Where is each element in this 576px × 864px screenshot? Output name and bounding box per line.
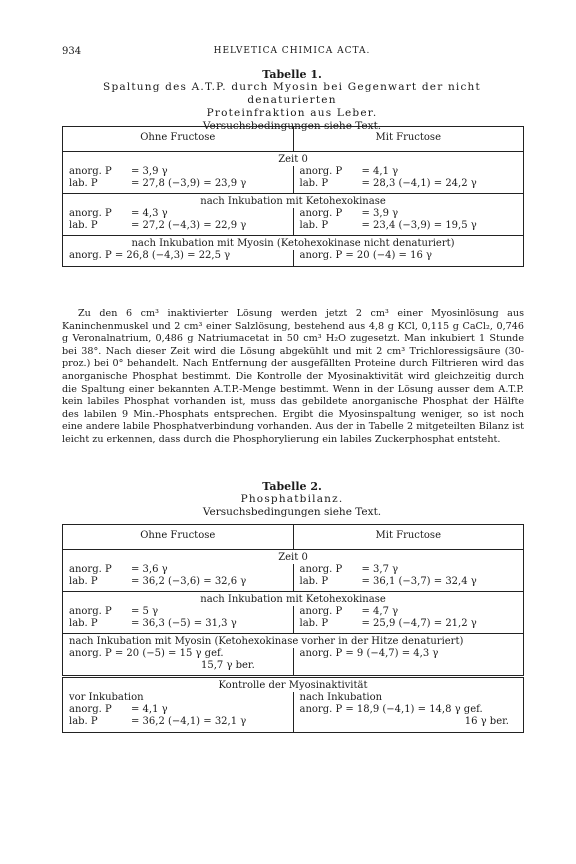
value: = 4,7 γ	[361, 606, 399, 617]
label: anorg. P	[299, 564, 343, 575]
table1-s1-left	[63, 166, 294, 194]
value: = 36,1 (−3,7) = 32,4 γ	[361, 576, 477, 587]
table2-col-left: Ohne Fructose	[63, 525, 294, 550]
table2-s4-right	[293, 692, 524, 733]
table1-s2-right	[293, 208, 524, 236]
value: 15,7 γ ber.	[201, 660, 255, 671]
table2-s3-left	[63, 648, 294, 677]
table1-s2-left	[63, 208, 294, 236]
value: = 4,3 γ	[131, 208, 168, 219]
table2-section-4: Kontrolle der Myosinaktivität	[218, 680, 368, 691]
table2-section-3: nach Inkubation mit Myosin (Ketohexokinase vorher in der Hitze denaturiert)	[69, 636, 464, 647]
label: anorg. P	[69, 704, 112, 715]
value: nach Inkubation	[299, 692, 383, 703]
value: = 27,8 (−3,9) = 23,9 γ	[131, 178, 247, 189]
value: = 36,2 (−3,6) = 32,6 γ	[131, 576, 247, 587]
table1-section-3: nach Inkubation mit Myosin (Ketohexokinase nicht denaturiert)	[131, 238, 455, 249]
table1-section-2: nach Inkubation mit Ketohexokinase	[200, 196, 386, 207]
table2-s1-left	[63, 564, 294, 592]
table1-caption	[62, 68, 522, 133]
label: lab. P	[299, 576, 329, 587]
table2-s4-left	[63, 692, 294, 733]
label: anorg. P	[69, 166, 112, 177]
value: = 4,1 γ	[131, 704, 168, 715]
table1-subtitle-1: Spaltung des A.T.P. durch Myosin bei Gegenwart der nicht denaturierten	[103, 81, 481, 106]
value: anorg. P = 20 (−5) = 15 γ gef.	[69, 648, 224, 659]
value: = 3,9 γ	[361, 208, 399, 219]
table2-col-right: Mit Fructose	[293, 525, 524, 550]
body-text: Zu den 6 cm³ inaktivierter Lösung werden jetzt 2 cm³ einer Myosinlösung aus Kaninchenmuskel und 2 cm³ einer Salzlösung, bestehend aus 4,8 g KCl, 0,115 g CaCl₂, 0,746 g Veronalnatrium, 0,486 g Natriumacetat in 50 cm³ H₂O zugesetzt. Man inkubiert 1 Stunde bei 38°. Nach dieser Zeit wird die Lösung abgekühlt und mit 2 cm³ Trichloressigsäure (30-proz.) bei 0° behandelt. Nach Entfernung der ausgefällten Proteine durch Filtrieren wird das anorganische Phosphat bestimmt. Die Kontrolle der Myosinaktivität wird gleichzeitig durch die Spaltung einer bekannten A.T.P.-Menge bestimmt. Wenn in der Lösung ausser dem A.T.P. kein labiles Phosphat vorhanden ist, muss das gebildete anorganische Phosphat der Hälfte des labilen 9 Min.-Phosphats entsprechen. Ergibt die Myosinspaltung weniger, so ist noch eine andere labile Phosphatverbindung vorhanden. Aus der in Tabelle 2 mitgeteilten Bilanz ist leicht zu erkennen, dass durch die Phosphorylierung ein labiles Zuckerphosphat entsteht.	[62, 308, 524, 445]
value: = 23,4 (−3,9) = 19,5 γ	[361, 220, 477, 231]
journal-title: HELVETICA CHIMICA ACTA.	[213, 46, 371, 56]
table1-conditions: Versuchsbedingungen siehe Text.	[202, 120, 382, 132]
label: lab. P	[69, 716, 98, 727]
table2-caption	[62, 480, 522, 519]
table2-section-2: nach Inkubation mit Ketohexokinase	[200, 594, 386, 605]
table1-title: Tabelle 1.	[262, 68, 322, 81]
label: anorg. P	[299, 606, 343, 617]
label: anorg. P	[69, 208, 112, 219]
value: anorg. P = 18,9 (−4,1) = 14,8 γ gef.	[299, 704, 483, 715]
table2	[62, 524, 524, 733]
table2-section-1: Zeit 0	[278, 552, 308, 563]
value: = 25,9 (−4,7) = 21,2 γ	[361, 618, 477, 629]
value: = 27,2 (−4,3) = 22,9 γ	[131, 220, 247, 231]
table1-col-left: Ohne Fructose	[63, 127, 294, 152]
label: anorg. P	[69, 606, 112, 617]
value: = 36,3 (−5) = 31,3 γ	[131, 618, 237, 629]
value: = 36,2 (−4,1) = 32,1 γ	[131, 716, 247, 727]
table1-col-right: Mit Fructose	[293, 127, 524, 152]
value: vor Inkubation	[69, 692, 144, 703]
label: lab. P	[299, 220, 329, 231]
table2-subtitle: Phosphatbilanz.	[240, 493, 344, 505]
page-number: 934	[62, 46, 82, 57]
label: lab. P	[69, 178, 98, 189]
value: 16 γ ber.	[464, 716, 509, 727]
table2-s2-left	[63, 606, 294, 634]
label: anorg. P	[299, 208, 343, 219]
label: lab. P	[299, 618, 329, 629]
table1	[62, 126, 524, 267]
body-paragraph	[62, 308, 524, 447]
label: lab. P	[69, 576, 98, 587]
table1-s3-right: anorg. P = 20 (−4) = 16 γ	[293, 250, 524, 267]
label: anorg. P	[299, 166, 343, 177]
value: = 3,7 γ	[361, 564, 399, 575]
value: = 28,3 (−4,1) = 24,2 γ	[361, 178, 477, 189]
table2-s3-right: anorg. P = 9 (−4,7) = 4,3 γ	[293, 648, 524, 677]
table2-conditions: Versuchsbedingungen siehe Text.	[202, 506, 382, 518]
table2-title: Tabelle 2.	[262, 480, 322, 493]
value: = 4,1 γ	[361, 166, 399, 177]
table1-s1-right	[293, 166, 524, 194]
label: lab. P	[299, 178, 329, 189]
table1-subtitle-2: Proteinfraktion aus Leber.	[206, 107, 378, 119]
value: = 3,6 γ	[131, 564, 168, 575]
label: anorg. P	[69, 564, 112, 575]
table1-section-1: Zeit 0	[278, 154, 308, 165]
value: = 5 γ	[131, 606, 159, 617]
value: = 3,9 γ	[131, 166, 168, 177]
label: lab. P	[69, 618, 98, 629]
table2-s1-right	[293, 564, 524, 592]
label: lab. P	[69, 220, 98, 231]
table1-s3-left: anorg. P = 26,8 (−4,3) = 22,5 γ	[69, 250, 231, 261]
table2-s2-right	[293, 606, 524, 634]
